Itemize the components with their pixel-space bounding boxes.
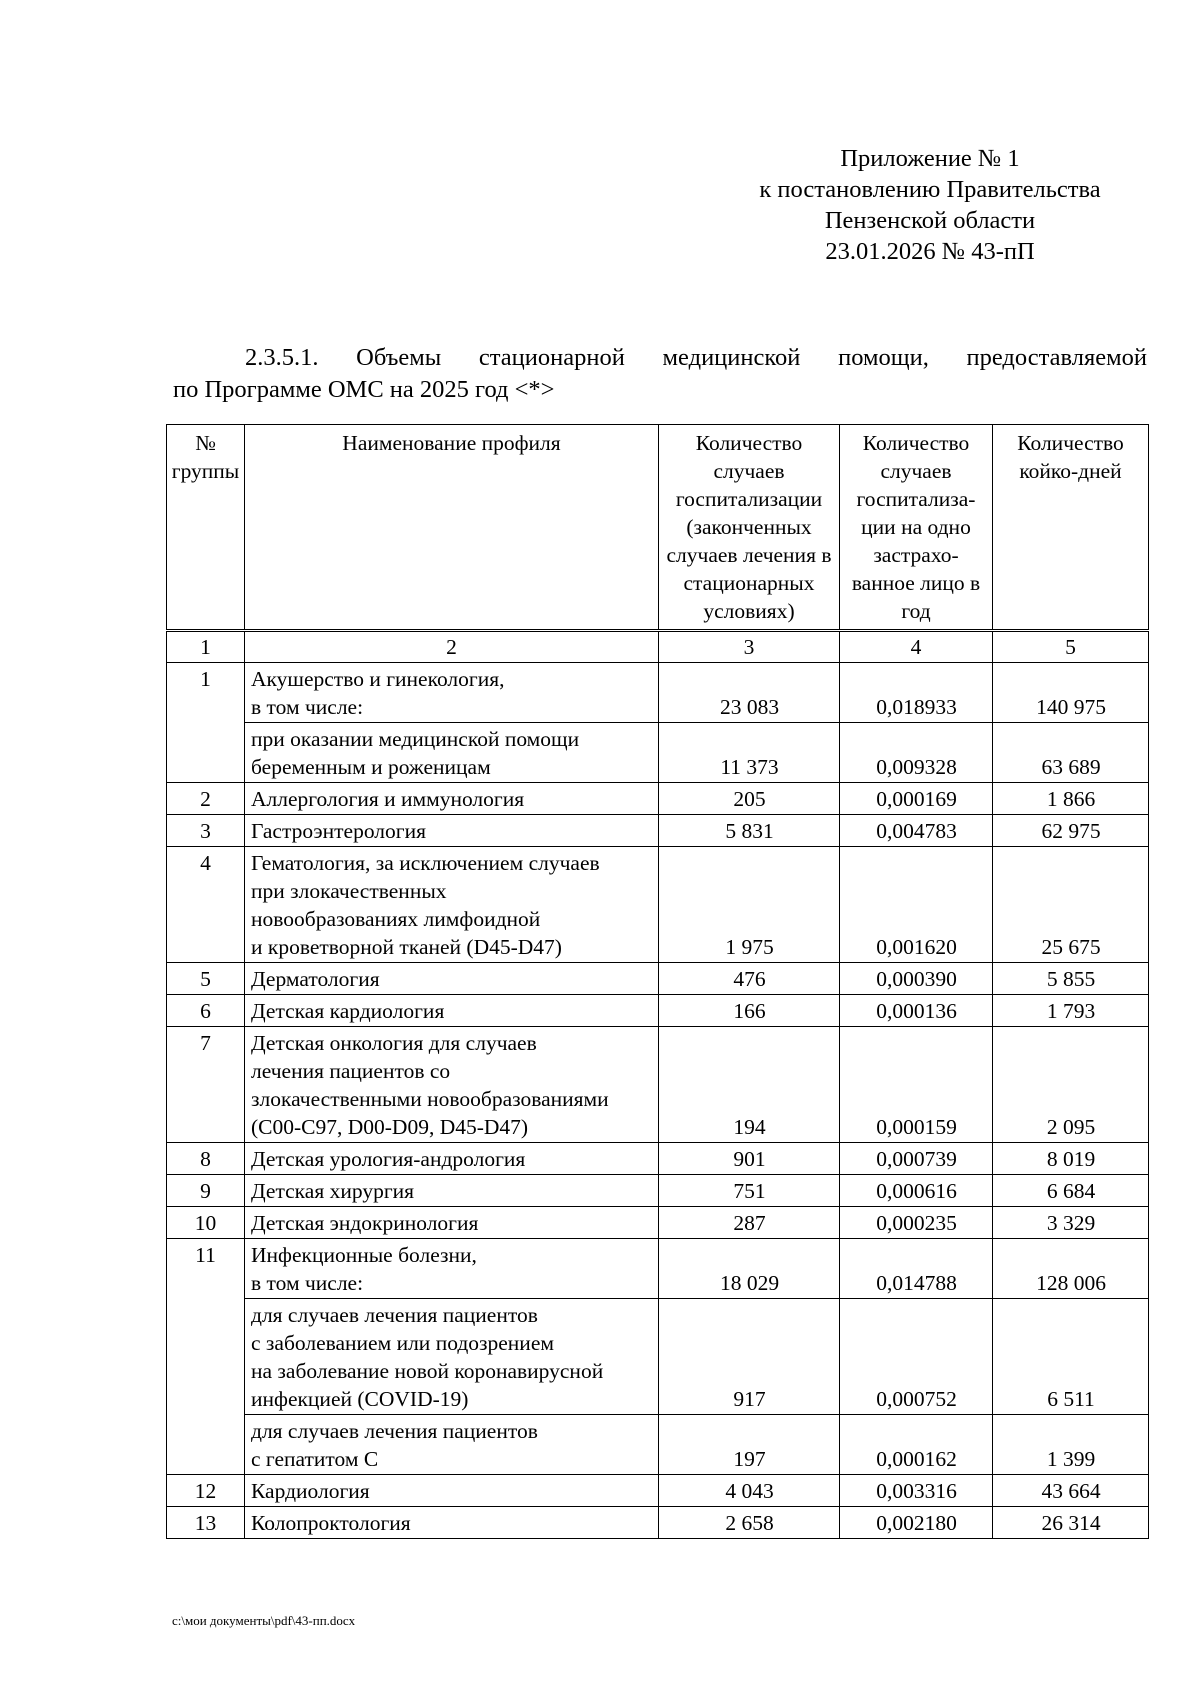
profile-name-cell: Акушерство и гинекология, в том числе: xyxy=(245,663,659,723)
table-header-row xyxy=(167,425,1149,631)
table-row xyxy=(167,1299,1149,1415)
table-row xyxy=(167,963,1149,995)
profile-name-cell: Гастроэнтерология xyxy=(245,815,659,847)
file-path-footer: c:\мои документы\pdf\43-пп.docx xyxy=(172,1613,356,1628)
table-row xyxy=(167,815,1149,847)
per-insured-cell: 0,000159 xyxy=(840,1027,993,1143)
appendix-region: Пензенской области xyxy=(824,207,1036,234)
header-bed-days: Количество койко-дней xyxy=(993,425,1149,631)
cases-cell: 751 xyxy=(659,1175,840,1207)
bed-days-cell: 6 684 xyxy=(993,1175,1149,1207)
profile-name-cell: Детская урология-андрология xyxy=(245,1143,659,1175)
header-group-number: № группы xyxy=(167,425,245,631)
per-insured-cell: 0,000752 xyxy=(840,1299,993,1415)
group-number-cell: 9 xyxy=(167,1175,245,1207)
group-number-cell: 8 xyxy=(167,1143,245,1175)
section-heading xyxy=(173,342,1147,406)
bed-days-cell: 2 095 xyxy=(993,1027,1149,1143)
table-row xyxy=(167,1175,1149,1207)
column-number: 2 xyxy=(245,631,659,663)
group-number-cell: 10 xyxy=(167,1207,245,1239)
column-number: 3 xyxy=(659,631,840,663)
table-row xyxy=(167,1507,1149,1539)
profile-name-cell: Колопроктология xyxy=(245,1507,659,1539)
table-row xyxy=(167,1143,1149,1175)
per-insured-cell: 0,009328 xyxy=(840,723,993,783)
per-insured-cell: 0,000616 xyxy=(840,1175,993,1207)
profile-name-cell: Гематология, за исключением случаев при злокачественных новообразованиях лимфоидной и кроветворной тканей (D45-D47) xyxy=(245,847,659,963)
cases-cell: 4 043 xyxy=(659,1475,840,1507)
profile-name-cell: для случаев лечения пациентов с заболеванием или подозрением на заболевание новой коронавирусной инфекцией (COVID-19) xyxy=(245,1299,659,1415)
group-number-cell: 3 xyxy=(167,815,245,847)
cases-cell: 2 658 xyxy=(659,1507,840,1539)
cases-cell: 476 xyxy=(659,963,840,995)
cases-cell: 917 xyxy=(659,1299,840,1415)
appendix-block xyxy=(690,143,1170,267)
profile-name-cell: Детская хирургия xyxy=(245,1175,659,1207)
table-row xyxy=(167,1207,1149,1239)
per-insured-cell: 0,002180 xyxy=(840,1507,993,1539)
bed-days-cell: 3 329 xyxy=(993,1207,1149,1239)
table-row xyxy=(167,723,1149,783)
volumes-table xyxy=(166,424,1149,1539)
bed-days-cell: 1 399 xyxy=(993,1415,1149,1475)
per-insured-cell: 0,018933 xyxy=(840,663,993,723)
per-insured-cell: 0,001620 xyxy=(840,847,993,963)
bed-days-cell: 128 006 xyxy=(993,1239,1149,1299)
group-number-cell: 13 xyxy=(167,1507,245,1539)
group-number-cell: 6 xyxy=(167,995,245,1027)
bed-days-cell: 8 019 xyxy=(993,1143,1149,1175)
table-row xyxy=(167,1475,1149,1507)
per-insured-cell: 0,000162 xyxy=(840,1415,993,1475)
group-number-cell: 1 xyxy=(167,663,245,783)
bed-days-cell: 62 975 xyxy=(993,815,1149,847)
bed-days-cell: 6 511 xyxy=(993,1299,1149,1415)
cases-cell: 23 083 xyxy=(659,663,840,723)
column-number: 5 xyxy=(993,631,1149,663)
profile-name-cell: при оказании медицинской помощи беременным и роженицам xyxy=(245,723,659,783)
per-insured-cell: 0,000169 xyxy=(840,783,993,815)
section-heading-line-2: по Программе ОМС на 2025 год <*> xyxy=(173,376,555,403)
group-number-cell: 12 xyxy=(167,1475,245,1507)
cases-cell: 166 xyxy=(659,995,840,1027)
table-row xyxy=(167,663,1149,723)
bed-days-cell: 26 314 xyxy=(993,1507,1149,1539)
appendix-title: Приложение № 1 xyxy=(840,145,1020,172)
column-number: 1 xyxy=(167,631,245,663)
bed-days-cell: 25 675 xyxy=(993,847,1149,963)
group-number-cell: 2 xyxy=(167,783,245,815)
table-body xyxy=(167,663,1149,1539)
profile-name-cell: Дерматология xyxy=(245,963,659,995)
cases-cell: 205 xyxy=(659,783,840,815)
cases-cell: 5 831 xyxy=(659,815,840,847)
header-profile-name: Наименование профиля xyxy=(245,425,659,631)
cases-cell: 18 029 xyxy=(659,1239,840,1299)
header-cases-per-insured: Количество случаев госпитализа-ции на одно застрахо-ванное лицо в год xyxy=(840,425,993,631)
per-insured-cell: 0,014788 xyxy=(840,1239,993,1299)
bed-days-cell: 1 793 xyxy=(993,995,1149,1027)
profile-name-cell: Аллергология и иммунология xyxy=(245,783,659,815)
profile-name-cell: Детская эндокринология xyxy=(245,1207,659,1239)
per-insured-cell: 0,003316 xyxy=(840,1475,993,1507)
cases-cell: 287 xyxy=(659,1207,840,1239)
table-row xyxy=(167,995,1149,1027)
profile-name-cell: Инфекционные болезни, в том числе: xyxy=(245,1239,659,1299)
profile-name-cell: Детская кардиология xyxy=(245,995,659,1027)
cases-cell: 11 373 xyxy=(659,723,840,783)
group-number-cell: 5 xyxy=(167,963,245,995)
group-number-cell: 11 xyxy=(167,1239,245,1475)
table-row xyxy=(167,1239,1149,1299)
cases-cell: 901 xyxy=(659,1143,840,1175)
appendix-date-number: 23.01.2026 № 43-пП xyxy=(825,238,1035,265)
bed-days-cell: 140 975 xyxy=(993,663,1149,723)
column-number-row xyxy=(167,631,1149,663)
cases-cell: 1 975 xyxy=(659,847,840,963)
table-row xyxy=(167,1027,1149,1143)
group-number-cell: 7 xyxy=(167,1027,245,1143)
per-insured-cell: 0,004783 xyxy=(840,815,993,847)
profile-name-cell: Кардиология xyxy=(245,1475,659,1507)
header-hospitalization-cases: Количество случаев госпитализации (законченных случаев лечения в стационарных условиях) xyxy=(659,425,840,631)
bed-days-cell: 63 689 xyxy=(993,723,1149,783)
profile-name-cell: для случаев лечения пациентов с гепатитом С xyxy=(245,1415,659,1475)
column-number: 4 xyxy=(840,631,993,663)
appendix-resolution: к постановлению Правительства xyxy=(759,176,1101,203)
per-insured-cell: 0,000136 xyxy=(840,995,993,1027)
per-insured-cell: 0,000390 xyxy=(840,963,993,995)
profile-name-cell: Детская онкология для случаев лечения пациентов со злокачественными новообразованиями (C00-C97, D00-D09, D45-D47) xyxy=(245,1027,659,1143)
per-insured-cell: 0,000235 xyxy=(840,1207,993,1239)
section-heading-line-1: 2.3.5.1. Объемы стационарной медицинской помощи, предоставляемой xyxy=(245,344,1147,371)
table-row xyxy=(167,783,1149,815)
group-number-cell: 4 xyxy=(167,847,245,963)
bed-days-cell: 5 855 xyxy=(993,963,1149,995)
per-insured-cell: 0,000739 xyxy=(840,1143,993,1175)
cases-cell: 194 xyxy=(659,1027,840,1143)
bed-days-cell: 1 866 xyxy=(993,783,1149,815)
table-row xyxy=(167,1415,1149,1475)
cases-cell: 197 xyxy=(659,1415,840,1475)
bed-days-cell: 43 664 xyxy=(993,1475,1149,1507)
table-row xyxy=(167,847,1149,963)
